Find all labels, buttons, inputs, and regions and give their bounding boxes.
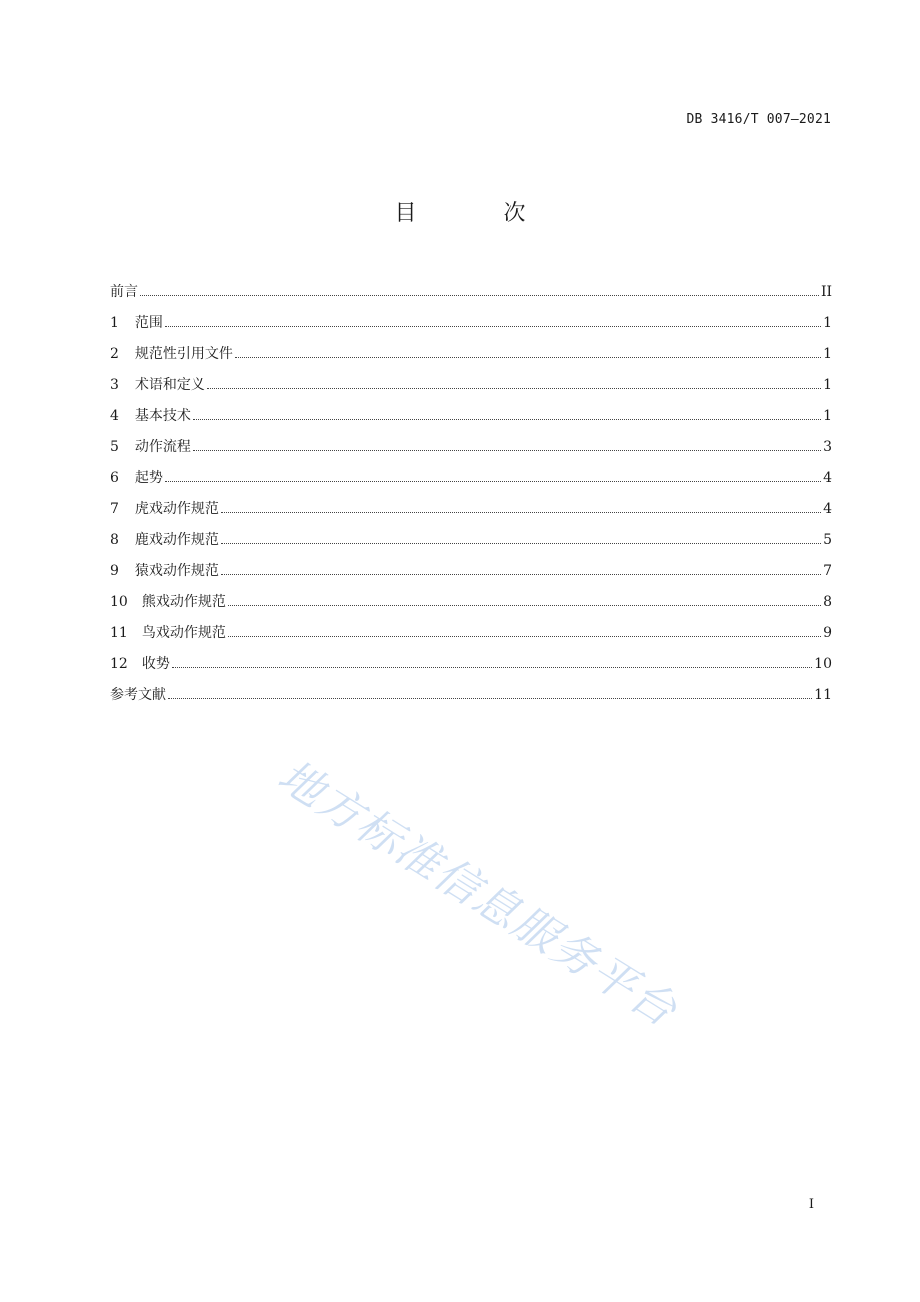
toc-entry[interactable] — [110, 343, 832, 374]
toc-entry-number: 4 — [110, 408, 119, 424]
toc-entry-page: 1 — [823, 377, 832, 393]
toc-entry-label: 鹿戏动作规范 — [134, 532, 219, 548]
watermark: 地方标准信息服务平台 — [269, 750, 687, 1038]
toc-entry-label: 规范性引用文件 — [134, 346, 233, 362]
toc-leader-dots — [140, 295, 819, 296]
toc-entry-page: 4 — [823, 470, 832, 486]
toc-leader-dots — [172, 667, 812, 668]
toc-entry[interactable] — [110, 312, 832, 343]
toc-entry[interactable] — [110, 529, 832, 560]
toc-leader-dots — [228, 605, 821, 606]
toc-entry-page: 5 — [823, 532, 832, 548]
toc-entry[interactable] — [110, 374, 832, 405]
toc-leader-dots — [193, 450, 821, 451]
toc-entry[interactable] — [110, 436, 832, 467]
toc-entry-label: 熊戏动作规范 — [141, 594, 226, 610]
toc-leader-dots — [193, 419, 821, 420]
toc-entry-page: 4 — [823, 501, 832, 517]
toc-entry-label: 前言 — [110, 284, 138, 300]
toc-entry[interactable] — [110, 591, 832, 622]
toc-entry-label: 猿戏动作规范 — [134, 563, 219, 579]
toc-entry-number: 5 — [110, 439, 119, 455]
toc-entry-page: 9 — [823, 625, 832, 641]
toc-entry-page: II — [820, 284, 832, 300]
toc-entry-page: 11 — [814, 687, 832, 703]
toc-entry-number: 6 — [110, 470, 119, 486]
toc-entry-label: 虎戏动作规范 — [134, 501, 219, 517]
toc-entry-label: 起势 — [134, 470, 163, 486]
toc-entry-page: 3 — [823, 439, 832, 455]
toc-leader-dots — [228, 636, 821, 637]
toc-entry-page: 10 — [814, 656, 832, 672]
toc-entry-page: 1 — [823, 346, 832, 362]
toc-entry[interactable] — [110, 498, 832, 529]
toc-leader-dots — [235, 357, 821, 358]
toc-entry-number: 11 — [110, 625, 128, 641]
toc-leader-dots — [165, 481, 821, 482]
toc-entry[interactable] — [110, 405, 832, 436]
toc-entry-number: 9 — [110, 563, 119, 579]
toc-entry-number: 3 — [110, 377, 119, 393]
toc-entry[interactable] — [110, 653, 832, 684]
toc-entry-page: 8 — [823, 594, 832, 610]
toc-entry-number: 2 — [110, 346, 119, 362]
toc-entry-label: 参考文献 — [110, 687, 166, 703]
toc-leader-dots — [207, 388, 821, 389]
toc-entry-number: 8 — [110, 532, 119, 548]
page-title: 目 次 — [394, 201, 566, 226]
table-of-contents — [110, 281, 832, 715]
toc-entry-label: 鸟戏动作规范 — [141, 625, 226, 641]
toc-entry-page: 1 — [823, 408, 832, 424]
toc-entry-page: 7 — [823, 563, 832, 579]
toc-entry-label: 术语和定义 — [134, 377, 205, 393]
toc-entry[interactable] — [110, 684, 832, 715]
toc-entry-label: 基本技术 — [134, 408, 191, 424]
toc-entry-label: 范围 — [134, 315, 163, 331]
toc-entry[interactable] — [110, 622, 832, 653]
toc-leader-dots — [221, 574, 821, 575]
toc-entry[interactable] — [110, 281, 832, 312]
toc-entry-number: 12 — [110, 656, 128, 672]
toc-leader-dots — [221, 512, 821, 513]
toc-entry[interactable] — [110, 467, 832, 498]
toc-entry[interactable] — [110, 560, 832, 591]
page-number: I — [808, 1197, 814, 1212]
toc-entry-number: 10 — [110, 594, 128, 610]
toc-entry-label: 动作流程 — [134, 439, 191, 455]
toc-entry-page: 1 — [823, 315, 832, 331]
toc-entry-label: 收势 — [141, 656, 170, 672]
document-code: DB 3416/T 007—2021 — [686, 112, 831, 127]
toc-leader-dots — [168, 698, 812, 699]
toc-leader-dots — [165, 326, 821, 327]
toc-leader-dots — [221, 543, 821, 544]
toc-entry-number: 1 — [110, 315, 119, 331]
toc-entry-number: 7 — [110, 501, 119, 517]
